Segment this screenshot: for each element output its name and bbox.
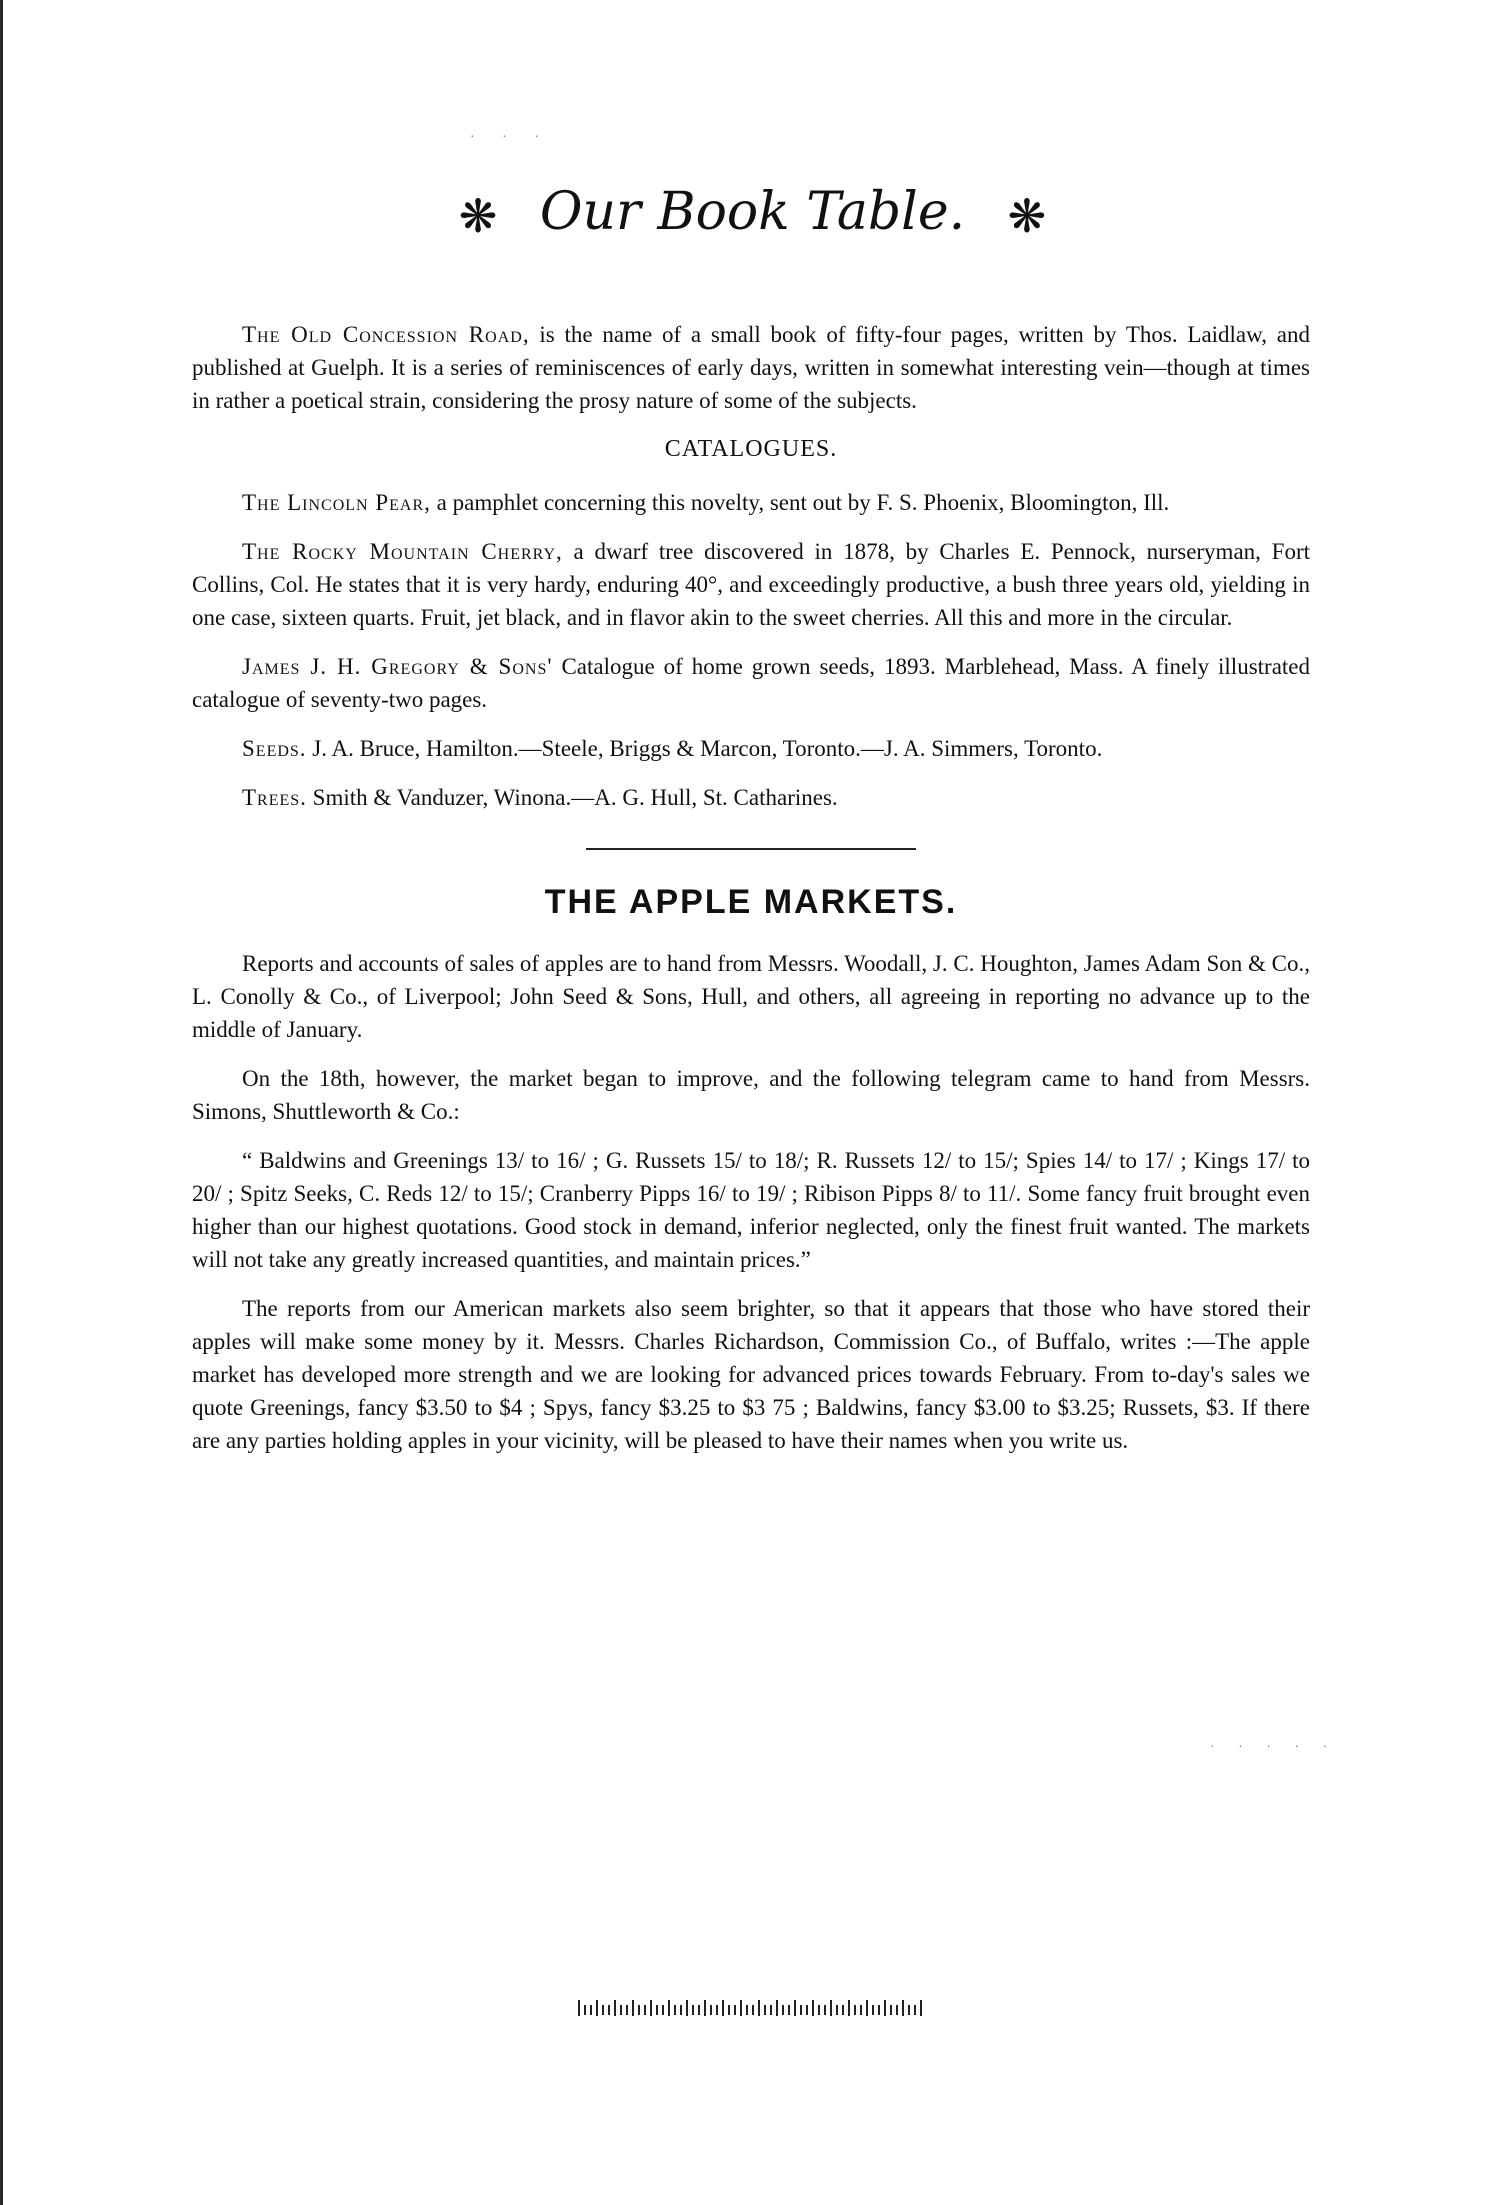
catalogue-entry-lead: Trees. xyxy=(242,785,307,810)
tailpiece-mark xyxy=(902,2000,904,2016)
tailpiece-mark xyxy=(860,2005,862,2015)
tailpiece-mark xyxy=(704,2000,706,2016)
catalogue-entry xyxy=(192,781,1310,814)
tailpiece-mark xyxy=(596,2000,598,2016)
tailpiece-mark xyxy=(734,2005,736,2015)
tailpiece-mark xyxy=(908,2005,910,2015)
intro-lead: The Old Concession Road, xyxy=(242,322,530,347)
tailpiece-mark xyxy=(674,2005,676,2015)
tailpiece-mark xyxy=(836,2005,838,2015)
apple-markets-title: THE APPLE MARKETS. xyxy=(544,883,958,921)
tailpiece-mark xyxy=(830,2000,832,2016)
tailpiece-mark xyxy=(806,2005,808,2015)
section-divider xyxy=(586,848,916,850)
tailpiece-mark xyxy=(758,2000,760,2016)
tailpiece-mark xyxy=(920,2000,922,2016)
tailpiece-mark xyxy=(614,2000,616,2016)
catalogue-entry-text: a pamphlet concerning this novelty, sent out by F. S. Phoenix, Bloomington, Ill. xyxy=(430,490,1170,515)
tailpiece-mark xyxy=(656,2005,658,2015)
tailpiece-mark xyxy=(764,2005,766,2015)
tailpiece-mark xyxy=(788,2005,790,2015)
intro-paragraph xyxy=(192,318,1310,417)
catalogue-entry-text: J. A. Bruce, Hamilton.—Steele, Briggs & Marcon, Toronto.—J. A. Simmers, Toronto. xyxy=(306,736,1103,761)
print-specks: · · · xyxy=(470,130,551,145)
tailpiece-mark xyxy=(812,2000,814,2016)
tailpiece-mark xyxy=(770,2005,772,2015)
catalogue-entry xyxy=(192,486,1310,519)
tailpiece-mark xyxy=(710,2005,712,2015)
tailpiece-mark xyxy=(746,2005,748,2015)
tailpiece-mark xyxy=(692,2005,694,2015)
catalogue-entry-text: Smith & Vanduzer, Winona.—A. G. Hull, St. Catharines. xyxy=(306,785,838,810)
tailpiece-mark xyxy=(620,2005,622,2015)
catalogue-entry xyxy=(192,732,1310,765)
tailpiece-mark xyxy=(794,2000,796,2016)
article-body xyxy=(192,318,1310,1473)
tailpiece-mark xyxy=(644,2005,646,2015)
page-header xyxy=(0,182,1505,243)
intro-text: is the name of a small book of fifty-four pages, written by Thos. Laidlaw, and published at Guelph. It is a series of reminiscences of early days, written in somewhat interesting vein—though at times in rather a poetical strain, considering the prosy nature of some of the subjects. xyxy=(192,322,1311,413)
apple-markets-paragraph: The reports from our American markets also seem brighter, so that it appears that those who have stored their apples will make some money by it. Messrs. Charles Richardson, Commission Co., of Buffalo, writes :—The apple market has developed more strength and we are looking for advanced prices towards February. From to-day's sales we quote Greenings, fancy $3.50 to $4 ; Spys, fancy $3.25 to $3 75 ; Baldwins, fancy $3.00 to $3.25; Russets, $3. If there are any parties holding apples in your vicinity, will be pleased to have their names when you write us. xyxy=(192,1296,1310,1453)
catalogue-entry-lead: James J. H. Gregory & Sons' xyxy=(242,654,553,679)
apple-markets-paragraph: On the 18th, however, the market began to improve, and the following telegram came to hand from Messrs. Simons, Shuttleworth & Co.: xyxy=(192,1066,1310,1124)
tailpiece-mark xyxy=(578,2000,580,2016)
apple-markets-paragraph: Reports and accounts of sales of apples are to hand from Messrs. Woodall, J. C. Houghton, James Adam Son & Co., L. Conolly & Co., of Liverpool; John Seed & Sons, Hull, and others, all agreeing in reporting no advance up to the middle of January. xyxy=(192,951,1310,1042)
margin-marks: · · · · · xyxy=(1210,1740,1338,1755)
ornament-left-icon: ❋ xyxy=(458,188,498,243)
catalogue-entry-lead: Seeds. xyxy=(242,736,307,761)
catalogue-entry-lead: The Rocky Mountain Cherry, xyxy=(242,539,563,564)
tailpiece-mark xyxy=(590,2005,592,2015)
tailpiece-mark xyxy=(752,2005,754,2015)
tailpiece-mark xyxy=(608,2005,610,2015)
tailpiece-mark xyxy=(722,2000,724,2016)
tailpiece-mark xyxy=(728,2005,730,2015)
tailpiece-mark xyxy=(890,2005,892,2015)
catalogue-entry xyxy=(192,650,1310,716)
tailpiece-mark xyxy=(776,2000,778,2016)
tailpiece-mark xyxy=(626,2005,628,2015)
tailpiece-mark xyxy=(800,2005,802,2015)
catalogue-entry-text: a dwarf tree discovered in 1878, by Charles E. Pennock, nurseryman, Fort Collins, Col. He states that it is very hardy, enduring 40°, and exceedingly productive, a bush three years old, yielding in one case, sixteen quarts. Fruit, jet black, and in flavor akin to the sweet cherries. All this and more in the circular. xyxy=(192,539,1310,630)
tailpiece-mark xyxy=(668,2000,670,2016)
tailpiece-mark xyxy=(716,2005,718,2015)
catalogue-entry xyxy=(192,535,1310,634)
tailpiece-mark xyxy=(650,2000,652,2016)
catalogue-entry-lead: The Lincoln Pear, xyxy=(242,490,431,515)
page-edge xyxy=(0,0,3,2205)
tailpiece-mark xyxy=(632,2000,634,2016)
tailpiece-mark xyxy=(878,2005,880,2015)
tailpiece-mark xyxy=(818,2005,820,2015)
ornament-right-icon: ❋ xyxy=(1007,188,1047,243)
tailpiece-mark xyxy=(866,2000,868,2016)
tailpiece-mark xyxy=(602,2005,604,2015)
tailpiece-mark xyxy=(896,2005,898,2015)
tailpiece-mark xyxy=(782,2005,784,2015)
catalogue-entry-text: Catalogue of home grown seeds, 1893. Marblehead, Mass. A finely illustrated catalogue of seventy-two pages. xyxy=(192,654,1310,712)
tailpiece-mark xyxy=(824,2005,826,2015)
tailpiece-mark xyxy=(848,2000,850,2016)
catalogues-heading: CATALOGUES. xyxy=(664,436,838,462)
tailpiece-ornament xyxy=(574,1998,924,2018)
tailpiece-mark xyxy=(872,2005,874,2015)
tailpiece-mark xyxy=(854,2005,856,2015)
tailpiece-mark xyxy=(680,2005,682,2015)
tailpiece-mark xyxy=(638,2005,640,2015)
tailpiece-mark xyxy=(740,2000,742,2016)
page-title: Our Book Table. xyxy=(539,182,966,242)
tailpiece-mark xyxy=(584,2005,586,2015)
tailpiece-mark xyxy=(884,2000,886,2016)
tailpiece-mark xyxy=(914,2005,916,2015)
tailpiece-mark xyxy=(662,2005,664,2015)
tailpiece-mark xyxy=(698,2005,700,2015)
tailpiece-mark xyxy=(686,2000,688,2016)
telegram-quote: “ Baldwins and Greenings 13/ to 16/ ; G. Russets 15/ to 18/; R. Russets 12/ to 15/; Spies 14/ to 17/ ; Kings 17/ to 20/ ; Spitz Seeks, C. Reds 12/ to 15/; Cranberry Pipps 16/ to 19/ ; Ribison Pipps 8/ to 11/. Some fancy fruit brought even higher than our highest quotations. Good stock in demand, inferior neglected, only the finest fruit wanted. The markets will not take any greatly increased quantities, and maintain prices.” xyxy=(192,1148,1310,1272)
tailpiece-mark xyxy=(842,2005,844,2015)
